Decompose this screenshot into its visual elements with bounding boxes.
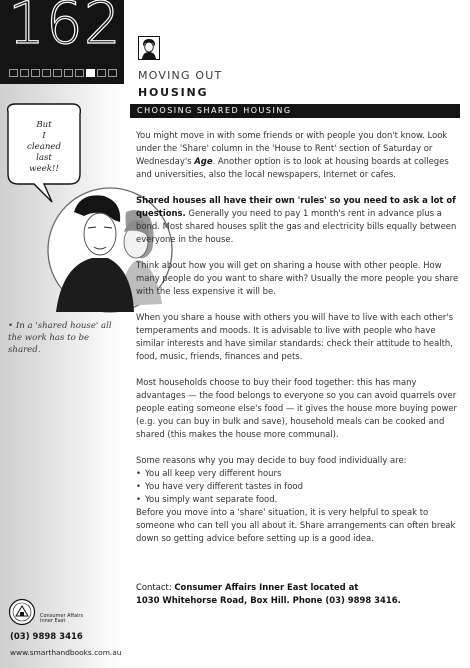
contact-info: Contact: Consumer Affairs Inner East located at 1030 Whitehorse Road, Box Hill. Phone (03) 9898 3416. bbox=[136, 582, 401, 605]
section-progress-indicator bbox=[9, 69, 117, 77]
paragraph-rules: Shared houses all have their own 'rules' so you need to ask a lot of questions. Generally you need to pay 1 month's rent in advance plus a bond. Most shared houses split the gas and electricity bills equally between everyone in the house. bbox=[136, 195, 457, 244]
reasons-list bbox=[136, 467, 464, 506]
progress-square bbox=[53, 69, 62, 77]
person-portrait-icon bbox=[138, 36, 160, 60]
progress-square bbox=[64, 69, 73, 77]
paragraph-intro: You might move in with some friends or with people you don't know. Look under the 'Share' column in the 'House to Rent' section of Saturday or Wednesday's Age. Another option is to look at housing boards at colleges and universities, also the local newspapers, Internet or cafes. bbox=[136, 130, 449, 179]
page-number-block bbox=[0, 0, 124, 84]
list-item: • You simply want separate food. bbox=[136, 493, 464, 506]
paragraph-advice: Before you move into a 'share' situation, it is very helpful to speak to someone who can tell you all about it. Share arrangements can often break down so getting advice before setting up is a good idea. bbox=[136, 507, 456, 543]
logo-caption: Consumer Affairs Inner East bbox=[40, 613, 84, 625]
side-note: • In a 'shared house' all the work has to be shared. bbox=[8, 321, 112, 355]
page-title: HOUSING bbox=[138, 86, 209, 99]
topic-bar-label: CHOOSING SHARED HOUSING bbox=[137, 106, 292, 115]
progress-square bbox=[9, 69, 18, 77]
paragraph-reasons: Some reasons why you may decide to buy food individually are: bbox=[136, 455, 407, 465]
progress-square bbox=[97, 69, 106, 77]
speech-bubble-text: But I cleaned last week!! bbox=[27, 120, 61, 174]
footer-phone: (03) 9898 3416 bbox=[10, 632, 83, 642]
progress-square-active bbox=[86, 69, 95, 77]
list-item: • You have very different tastes in food bbox=[136, 480, 464, 493]
progress-square bbox=[108, 69, 117, 77]
consumer-affairs-logo-icon bbox=[8, 598, 36, 626]
list-item: • You all keep very different hours bbox=[136, 467, 464, 480]
paragraph-food: Most households choose to buy their food together: this has many advantages — the food belongs to everyone so you can avoid quarrels over people eating someone else's food — it gives the house more buying power (e.g. you can buy in bulk and save), household meals can be cooked and shared (this makes the house more communal). bbox=[136, 377, 457, 439]
section-label: MOVING OUT bbox=[138, 69, 223, 82]
progress-square bbox=[42, 69, 51, 77]
paragraph-temperaments: When you share a house with others you will have to live with each other's temperaments and moods. It is advisable to live with people who have similar interests and have similar standards: check their attitude to health, food, music, friends, finances and pets. bbox=[136, 312, 453, 361]
footer-url[interactable]: www.smarthandbooks.com.au bbox=[10, 648, 122, 657]
progress-square bbox=[31, 69, 40, 77]
main-content bbox=[136, 129, 464, 558]
page-number: 162 bbox=[8, 0, 122, 57]
progress-square bbox=[75, 69, 84, 77]
paragraph-sharing: Think about how you will get on sharing a house with other people. How many people do you want to share with? Usually the more people you share with the less expensive it will be. bbox=[136, 260, 459, 296]
progress-square bbox=[20, 69, 29, 77]
